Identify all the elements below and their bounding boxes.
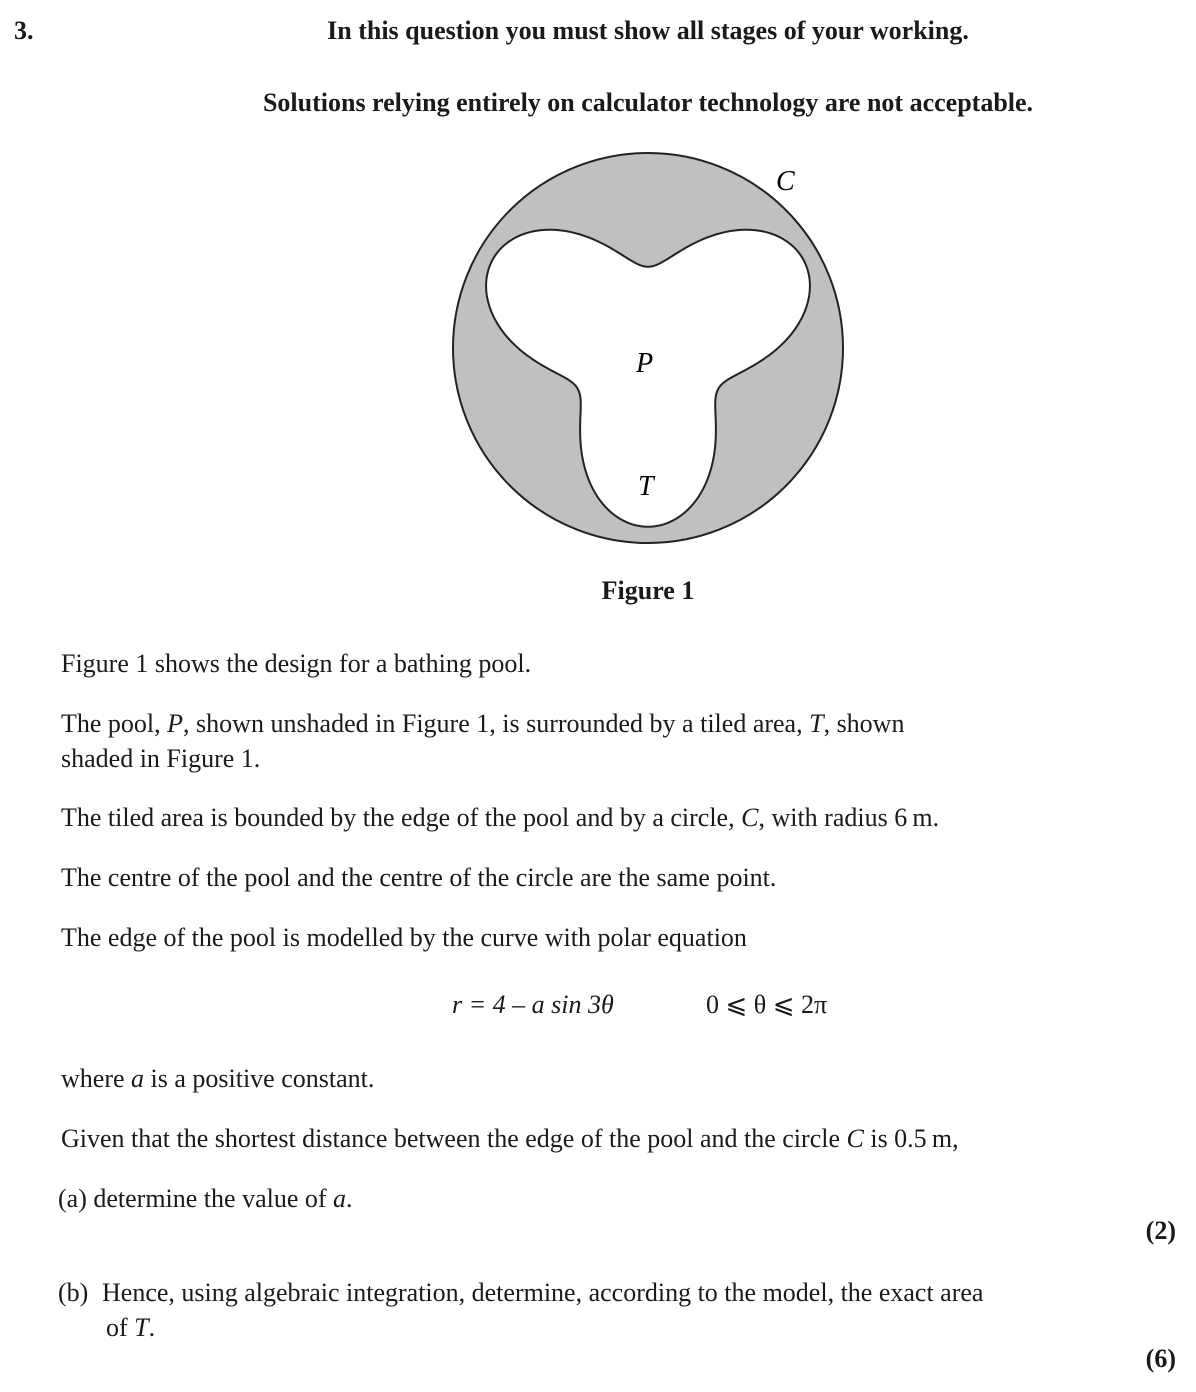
p6-text-b: is a positive constant. <box>144 1064 375 1093</box>
p2-var-p: P <box>167 709 184 738</box>
part-b-var-t: T <box>134 1313 149 1342</box>
part-b-end: . <box>148 1313 156 1342</box>
instruction-row-2 <box>0 88 1196 118</box>
p6-var-a: a <box>131 1064 145 1093</box>
label-c: C <box>776 166 795 197</box>
paragraph-model: The edge of the pool is modelled by the curve with polar equation <box>61 923 747 952</box>
paragraph-given <box>61 1121 1121 1156</box>
p7-text-b: is 0.5 m, <box>863 1124 959 1153</box>
instruction-row-1 <box>0 16 1196 46</box>
paragraph-intro: Figure 1 shows the design for a bathing pool. <box>61 649 532 678</box>
figure-caption: Figure 1 <box>601 576 695 605</box>
part-b-line1: Hence, using algebraic integration, determine, according to the model, the exact area <box>102 1278 984 1307</box>
p7-var-c: C <box>846 1124 864 1153</box>
label-p: P <box>636 348 654 379</box>
instruction-working: In this question you must show all stages of your working. <box>327 16 969 45</box>
part-a-text: determine the value of <box>93 1184 334 1213</box>
question-number: 3. <box>14 16 34 45</box>
part-a-end: . <box>346 1184 353 1213</box>
paragraph-tiled <box>61 800 1121 835</box>
part-a <box>58 1181 1118 1216</box>
p2-var-t: T <box>809 709 824 738</box>
p6-text-a: where <box>61 1064 132 1093</box>
part-a-var: a <box>333 1184 347 1213</box>
paragraph-pool <box>61 706 1121 776</box>
polar-equation: r = 4 – a sin 3θ <box>452 990 614 1019</box>
p2-text-c: , shown <box>823 709 905 738</box>
part-b-label: (b) <box>58 1278 89 1307</box>
figure-1-diagram <box>440 150 860 550</box>
p2-text-a: The pool, <box>61 709 168 738</box>
label-t: T <box>638 471 654 502</box>
p2-line2: shaded in Figure 1. <box>61 744 261 773</box>
p3-text-b: , with radius 6 m. <box>758 803 940 832</box>
theta-range: 0 ⩽ θ ⩽ 2π <box>706 990 828 1019</box>
paragraph-where <box>61 1061 1121 1096</box>
paragraph-centre: The centre of the pool and the centre of the circle are the same point. <box>61 863 777 892</box>
part-b-line2-text: of <box>106 1313 135 1342</box>
p7-text-a: Given that the shortest distance between the edge of the pool and the circle <box>61 1124 847 1153</box>
p3-var-c: C <box>741 803 759 832</box>
p2-text-b: , shown unshaded in Figure 1, is surrounded by a tiled area, <box>183 709 810 738</box>
instruction-calculator: Solutions relying entirely on calculator technology are not acceptable. <box>262 88 1034 117</box>
part-a-label: (a) <box>58 1184 87 1213</box>
part-a-marks: (2) <box>1145 1216 1176 1245</box>
part-b-marks: (6) <box>1145 1344 1176 1373</box>
p3-text-a: The tiled area is bounded by the edge of the pool and by a circle, <box>61 803 742 832</box>
part-b <box>58 1275 1158 1345</box>
